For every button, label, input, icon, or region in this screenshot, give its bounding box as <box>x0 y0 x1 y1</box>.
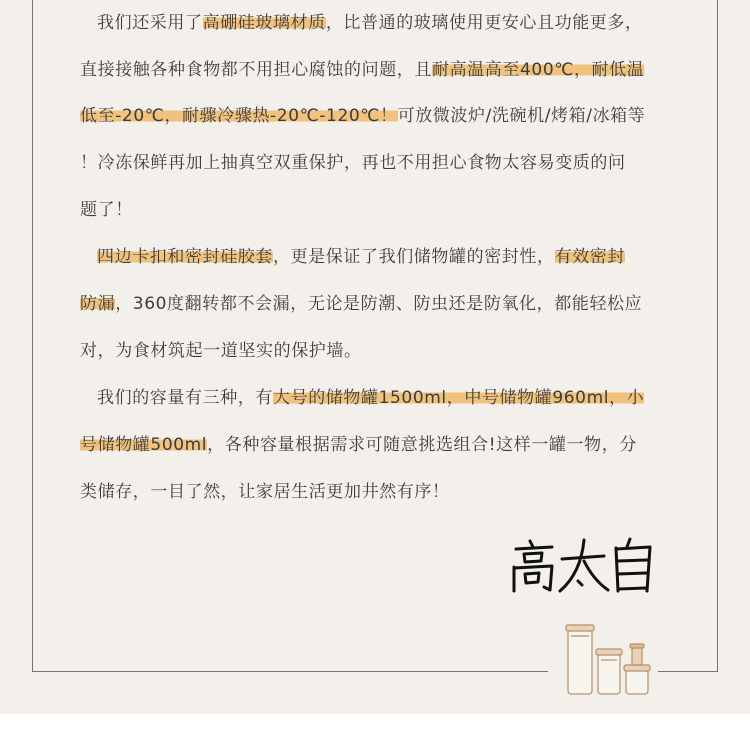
text-line <box>80 140 626 187</box>
frame-line-bottom <box>32 671 548 672</box>
text-segment: 我们的容量有三种，有 <box>97 388 273 408</box>
text-line <box>80 0 643 47</box>
highlighted-text: 高硼硅玻璃材质 <box>202 13 326 33</box>
text-segment: 可放微波炉/洗碗机/烤箱/冰箱等 <box>397 106 646 126</box>
highlighted-text: 四边卡扣和密封硅胶套 <box>97 247 273 267</box>
text-line <box>80 234 625 281</box>
highlighted-text: 大号的储物罐1500ml，中号储物罐960ml，小 <box>273 388 645 408</box>
text-line <box>80 469 450 516</box>
frame-line-right <box>717 0 718 672</box>
text-line <box>80 93 645 140</box>
text-segment: ，更是保证了我们储物罐的密封性， <box>273 247 555 267</box>
text-line <box>80 187 133 234</box>
frame-line-left <box>32 0 33 672</box>
text-segment: 类储存，一目了然，让家居生活更加井然有序！ <box>80 482 450 502</box>
text-segment: 直接接触各种食物都不用担心腐蚀的问题，且 <box>80 60 432 80</box>
highlighted-text: 号储物罐500ml <box>80 435 208 455</box>
text-line <box>80 47 644 94</box>
highlighted-text: 有效密封 <box>554 247 626 267</box>
text-line <box>80 328 362 375</box>
highlighted-text: 防漏 <box>80 294 116 314</box>
text-segment: 题了！ <box>80 200 133 220</box>
handwritten-signature <box>508 535 658 595</box>
text-segment: 对，为食材筑起一道坚实的保护墙。 <box>80 341 362 361</box>
text-line <box>80 375 644 422</box>
text-segment: ！冷冻保鲜再加上抽真空双重保护，再也不用担心食物太容易变质的问 <box>80 153 626 173</box>
text-segment: 我们还采用了 <box>97 13 203 33</box>
text-segment: ，各种容量根据需求可随意挑选组合!这样一罐一物，分 <box>207 435 637 455</box>
highlighted-text: 低至-20℃，耐骤冷骤热-20℃-120℃！ <box>80 106 398 126</box>
text-line <box>80 422 637 469</box>
text-segment: ，360度翻转都不会漏，无论是防潮、防虫还是防氧化，都能轻松应 <box>115 294 643 314</box>
text-segment: ，比普通的玻璃使用更安心且功能更多， <box>325 13 643 33</box>
highlighted-text: 耐高温高至400℃，耐低温 <box>432 60 645 80</box>
frame-line-bottom-end <box>658 671 718 672</box>
text-line <box>80 281 642 328</box>
storage-jars-illustration <box>560 620 655 698</box>
